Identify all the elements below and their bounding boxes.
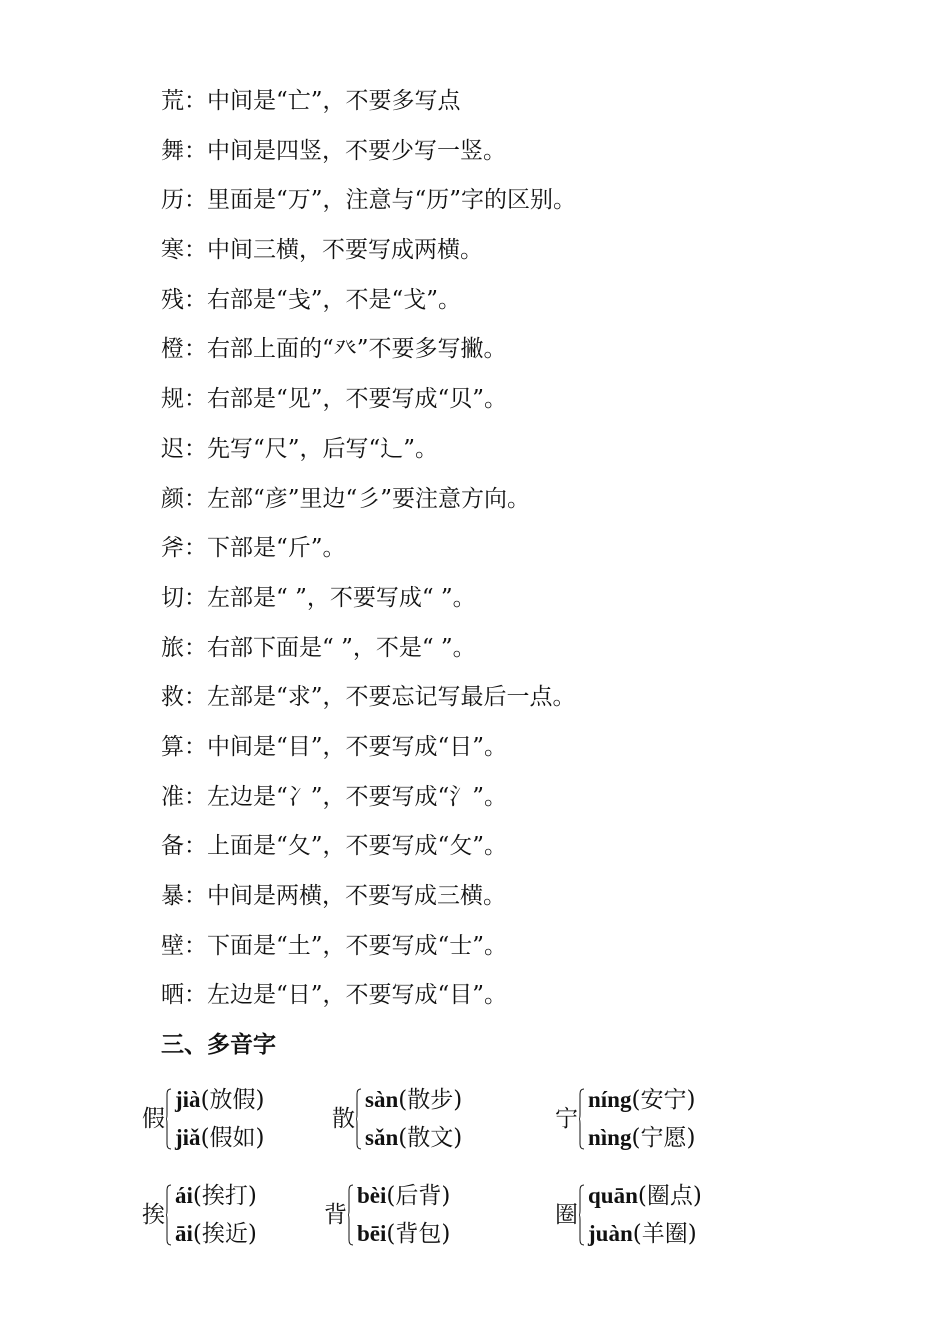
polyphone-reading	[175, 1119, 265, 1157]
note-desc: 下面是“土”，不要写成“士”。	[207, 932, 508, 959]
writing-notes-list	[161, 78, 901, 1022]
note-desc: 左边是“日”，不要写成“目”。	[207, 982, 508, 1009]
pinyin: juàn	[588, 1221, 633, 1246]
pinyin: jiǎ	[175, 1125, 201, 1150]
note-desc: 右部是“见”，不要写成“贝”。	[207, 386, 508, 413]
pinyin: bèi	[357, 1183, 387, 1208]
note-colon: ：	[184, 336, 207, 363]
note-line	[161, 823, 901, 873]
polyphone-group	[142, 1177, 257, 1253]
note-line	[161, 774, 901, 824]
note-line	[161, 724, 901, 774]
note-colon: ：	[184, 982, 207, 1009]
note-desc: 中间是两横，不要写成三横。	[207, 883, 506, 909]
polyphone-reading	[588, 1081, 695, 1119]
note-char: 寒	[161, 237, 184, 264]
polyphone-char: 散	[332, 1106, 355, 1132]
note-line	[161, 476, 901, 526]
note-line	[161, 426, 901, 476]
pinyin: quān	[588, 1183, 638, 1208]
note-char: 算	[161, 733, 184, 760]
polyphone-reading	[588, 1215, 702, 1253]
example-word: (安宁)	[631, 1087, 696, 1113]
note-colon: ：	[184, 783, 207, 810]
note-char: 规	[161, 386, 184, 413]
note-desc: 中间是四竖，不要少写一竖。	[207, 137, 506, 164]
note-desc: 右部上面的“癶”不要多写撇。	[207, 336, 507, 363]
note-line	[161, 326, 901, 376]
brace-icon	[579, 1184, 584, 1246]
polyphone-char: 假	[142, 1106, 165, 1132]
note-desc: 下部是“斤”。	[207, 535, 346, 562]
note-line	[161, 525, 901, 575]
note-desc: 左部是“ ”，不要写成“ ”。	[207, 584, 476, 611]
polyphone-reading	[365, 1119, 462, 1157]
note-char: 舞	[161, 137, 184, 164]
polyphone-reading	[357, 1177, 450, 1215]
note-colon: ：	[184, 634, 207, 661]
note-char: 颜	[161, 485, 184, 512]
note-colon: ：	[184, 833, 207, 860]
polyphone-reading	[365, 1081, 462, 1119]
polyphone-group	[332, 1081, 462, 1157]
note-line	[161, 873, 901, 923]
polyphone-reading	[175, 1215, 257, 1253]
note-colon: ：	[184, 733, 207, 760]
note-line	[161, 923, 901, 973]
brace-icon	[356, 1088, 361, 1150]
note-colon: ：	[184, 286, 207, 313]
note-colon: ：	[184, 88, 207, 114]
note-char: 荒	[161, 88, 184, 114]
polyphone-reading	[175, 1177, 257, 1215]
pinyin: bēi	[357, 1221, 387, 1246]
example-word: (背包)	[386, 1221, 451, 1247]
polyphone-reading	[175, 1081, 265, 1119]
example-word: (散步)	[398, 1087, 463, 1113]
example-word: (圈点)	[637, 1183, 702, 1209]
example-word: (挨打)	[192, 1183, 257, 1209]
polyphone-reading	[357, 1215, 450, 1253]
note-desc: 左部是“求”，不要忘记写最后一点。	[207, 684, 576, 711]
polyphone-group	[324, 1177, 450, 1253]
note-char: 旅	[161, 634, 184, 661]
note-desc: 中间是“目”，不要写成“日”。	[207, 733, 508, 760]
note-colon: ：	[184, 187, 207, 214]
note-colon: ：	[184, 584, 207, 611]
pinyin: nìng	[588, 1125, 632, 1150]
note-char: 迟	[161, 435, 184, 462]
note-colon: ：	[184, 137, 207, 164]
polyphone-reading	[588, 1177, 702, 1215]
polyphone-char: 圈	[555, 1202, 578, 1228]
example-word: (宁愿)	[631, 1125, 696, 1151]
example-word: (散文)	[398, 1125, 463, 1151]
note-desc: 里面是“万”，注意与“历”字的区别。	[207, 187, 577, 214]
note-char: 准	[161, 783, 184, 810]
pinyin: sàn	[365, 1087, 399, 1112]
section-title: 三、多音字	[161, 1031, 276, 1058]
note-char: 历	[161, 187, 184, 214]
note-line	[161, 78, 901, 128]
note-char: 备	[161, 833, 184, 860]
note-line	[161, 376, 901, 426]
note-line	[161, 128, 901, 178]
example-word: (挨近)	[192, 1221, 257, 1247]
polyphone-group	[555, 1081, 695, 1157]
note-colon: ：	[184, 932, 207, 959]
example-word: (后背)	[386, 1183, 451, 1209]
note-colon: ：	[184, 237, 207, 264]
note-desc: 右部是“戋”，不是“戈”。	[207, 286, 462, 313]
polyphone-group	[555, 1177, 702, 1253]
note-colon: ：	[184, 883, 207, 909]
note-desc: 右部下面是“ ”，不是“ ”。	[207, 634, 476, 661]
note-desc: 左边是“冫”，不要写成“氵”。	[207, 783, 508, 810]
note-char: 暴	[161, 883, 184, 909]
note-line	[161, 277, 901, 327]
pinyin: āi	[175, 1221, 193, 1246]
note-colon: ：	[184, 684, 207, 711]
note-char: 壁	[161, 932, 184, 959]
pinyin: sǎn	[365, 1125, 399, 1150]
note-desc: 左部“彦”里边“彡”要注意方向。	[207, 485, 531, 512]
example-word: (假如)	[200, 1125, 265, 1151]
example-word: (羊圈)	[632, 1221, 697, 1247]
note-char: 切	[161, 584, 184, 611]
note-desc: 中间是“亡”，不要多写点	[207, 88, 461, 114]
note-desc: 中间三横，不要写成两横。	[207, 237, 483, 264]
example-word: (放假)	[200, 1087, 265, 1113]
brace-icon	[166, 1088, 171, 1150]
brace-icon	[166, 1184, 171, 1246]
polyphone-reading	[588, 1119, 695, 1157]
brace-icon	[579, 1088, 584, 1150]
polyphone-char: 背	[324, 1202, 347, 1228]
note-char: 橙	[161, 336, 184, 363]
note-char: 晒	[161, 982, 184, 1009]
polyphone-char: 挨	[142, 1202, 165, 1228]
pinyin: ái	[175, 1183, 193, 1208]
note-line	[161, 674, 901, 724]
brace-icon	[348, 1184, 353, 1246]
note-line	[161, 575, 901, 625]
note-desc: 先写“尺”，后写“辶”。	[207, 435, 439, 462]
note-colon: ：	[184, 435, 207, 462]
pinyin: jià	[175, 1087, 201, 1112]
polyphone-char: 宁	[555, 1106, 578, 1132]
note-char: 残	[161, 286, 184, 313]
note-desc: 上面是“夂”，不要写成“攵”。	[207, 833, 508, 860]
polyphone-group	[142, 1081, 265, 1157]
note-char: 斧	[161, 535, 184, 562]
note-char: 救	[161, 684, 184, 711]
note-colon: ：	[184, 386, 207, 413]
note-line	[161, 625, 901, 675]
note-line	[161, 972, 901, 1022]
note-colon: ：	[184, 485, 207, 512]
note-colon: ：	[184, 535, 207, 562]
note-line	[161, 227, 901, 277]
pinyin: níng	[588, 1087, 632, 1112]
note-line	[161, 177, 901, 227]
